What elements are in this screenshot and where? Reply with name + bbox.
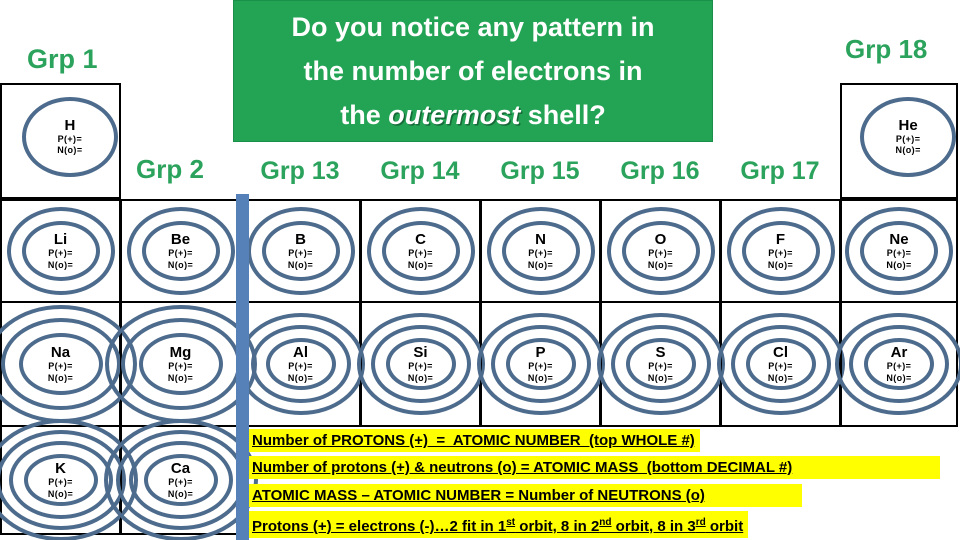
neutrons-label: N(o)= <box>47 259 74 270</box>
element-symbol-ar: Ar <box>890 344 908 361</box>
note4-sup-st: st <box>506 517 516 528</box>
note4-sup-rd: rd <box>695 517 706 528</box>
element-symbol-al: Al <box>293 344 308 361</box>
note-protons-atomic-number: Number of PROTONS (+) = ATOMIC NUMBER (top WHOLE #) <box>249 429 700 452</box>
neutrons-label: N(o)= <box>167 372 194 383</box>
element-cell-f <box>720 199 841 303</box>
question-line-3-pre: the <box>340 100 389 130</box>
group-label-14: Grp 14 <box>380 157 460 185</box>
element-cell-c <box>360 199 481 303</box>
protons-label: P(+)= <box>648 248 673 258</box>
atom-labels-o <box>616 231 706 271</box>
element-symbol-c: C <box>415 231 426 248</box>
note4-text-a: Protons (+) = electrons (-)…2 fit in 1 <box>252 518 507 535</box>
element-cell-al <box>240 301 361 427</box>
protons-label: P(+)= <box>528 248 553 258</box>
group-label-16: Grp 16 <box>620 157 700 185</box>
group-divider-bar <box>236 194 249 540</box>
element-symbol-n: N <box>535 231 546 248</box>
element-cell-cl <box>720 301 841 427</box>
atom-labels-ca <box>136 460 226 500</box>
question-line-2: the number of electrons in <box>303 56 643 86</box>
group-label-13: Grp 13 <box>260 157 340 185</box>
element-symbol-o: O <box>654 231 667 248</box>
element-symbol-ne: Ne <box>889 231 909 248</box>
note4-sup-nd: nd <box>599 517 612 528</box>
element-cell-ne <box>840 199 958 303</box>
protons-label: P(+)= <box>168 248 193 258</box>
element-cell-ar <box>840 301 958 427</box>
neutrons-label: N(o)= <box>167 259 194 270</box>
note-atomic-mass: Number of protons (+) & neutrons (o) = ATOMIC MASS (bottom DECIMAL #) <box>249 456 940 479</box>
neutrons-label: N(o)= <box>47 488 74 499</box>
question-box <box>233 0 713 142</box>
element-cell-o <box>600 199 721 303</box>
atom-labels-f <box>736 231 826 271</box>
neutrons-label: N(o)= <box>886 259 912 270</box>
question-outermost-emphasis: outermost <box>388 100 521 130</box>
protons-label: P(+)= <box>768 361 793 371</box>
protons-label: P(+)= <box>895 133 921 144</box>
element-cell-b <box>240 199 361 303</box>
element-cell-ca <box>120 425 241 535</box>
question-line-3-post: shell? <box>520 100 606 130</box>
protons-label: P(+)= <box>48 361 73 371</box>
question-line-3 <box>234 93 712 137</box>
element-cell-n <box>480 199 601 303</box>
protons-label: P(+)= <box>886 248 912 258</box>
protons-label: P(+)= <box>886 361 912 371</box>
atom-labels-ar <box>854 344 944 384</box>
atom-labels-s <box>616 344 706 384</box>
atom-labels-c <box>376 231 466 271</box>
atom-labels-al <box>256 344 346 384</box>
atom-labels-mg <box>136 344 226 384</box>
element-cell-s <box>600 301 721 427</box>
element-cell-li <box>0 199 121 303</box>
neutrons-label: N(o)= <box>287 372 314 383</box>
protons-label: P(+)= <box>528 361 553 371</box>
atom-labels-n <box>496 231 586 271</box>
protons-label: P(+)= <box>168 361 193 371</box>
atom-labels-si <box>376 344 466 384</box>
neutrons-label: N(o)= <box>57 145 83 156</box>
neutrons-label: N(o)= <box>647 372 674 383</box>
protons-label: P(+)= <box>48 477 73 487</box>
neutrons-label: N(o)= <box>647 259 674 270</box>
element-symbol-mg: Mg <box>169 344 192 361</box>
element-symbol-p: P <box>535 344 546 361</box>
element-cell-be <box>120 199 241 303</box>
atom-labels-p <box>496 344 586 384</box>
question-line-1: Do you notice any pattern in <box>291 12 655 42</box>
element-symbol-he: He <box>898 116 918 134</box>
atom-labels-na <box>16 344 106 384</box>
element-symbol-b: B <box>295 231 306 248</box>
element-cell-na <box>0 301 121 427</box>
neutrons-label: N(o)= <box>47 372 74 383</box>
element-cell-p <box>480 301 601 427</box>
protons-label: P(+)= <box>648 361 673 371</box>
element-cell-si <box>360 301 481 427</box>
protons-label: P(+)= <box>288 248 313 258</box>
atom-labels-he <box>863 117 953 157</box>
group-label-18: Grp 18 <box>845 34 928 64</box>
group-label-15: Grp 15 <box>500 157 580 185</box>
atom-labels-be <box>136 231 226 271</box>
element-symbol-cl: Cl <box>773 344 788 361</box>
protons-label: P(+)= <box>768 248 793 258</box>
element-symbol-si: Si <box>413 344 428 361</box>
protons-label: P(+)= <box>57 133 83 144</box>
protons-label: P(+)= <box>408 248 433 258</box>
element-symbol-s: S <box>655 344 666 361</box>
atom-labels-cl <box>736 344 826 384</box>
neutrons-label: N(o)= <box>287 259 314 270</box>
element-symbol-be: Be <box>170 231 191 248</box>
element-cell-he <box>840 83 958 199</box>
neutrons-label: N(o)= <box>767 259 794 270</box>
element-cell-mg <box>120 301 241 427</box>
group-label-1: Grp 1 <box>27 44 98 74</box>
note4-text-d: orbit <box>705 518 744 535</box>
atom-labels-b <box>256 231 346 271</box>
protons-label: P(+)= <box>168 477 193 487</box>
neutrons-label: N(o)= <box>407 259 434 270</box>
element-symbol-ca: Ca <box>170 460 191 477</box>
group-label-17: Grp 17 <box>740 157 820 185</box>
atom-labels-ne <box>854 231 944 271</box>
neutrons-label: N(o)= <box>407 372 434 383</box>
protons-label: P(+)= <box>48 248 73 258</box>
note4-text-b: orbit, 8 in 2 <box>515 518 600 535</box>
element-symbol-k: K <box>55 460 66 477</box>
neutrons-label: N(o)= <box>527 259 554 270</box>
element-symbol-li: Li <box>53 231 68 248</box>
atom-labels-li <box>16 231 106 271</box>
element-symbol-f: F <box>775 231 786 248</box>
neutrons-label: N(o)= <box>167 488 194 499</box>
protons-label: P(+)= <box>288 361 313 371</box>
atom-labels-k <box>16 460 106 500</box>
element-cell-h <box>0 83 121 199</box>
neutrons-label: N(o)= <box>767 372 794 383</box>
element-symbol-h: H <box>64 116 76 134</box>
note-electron-orbits <box>249 511 748 538</box>
note-neutrons-formula: ATOMIC MASS – ATOMIC NUMBER = Number of NEUTRONS (o) <box>249 484 802 507</box>
neutrons-label: N(o)= <box>886 372 912 383</box>
group-label-2: Grp 2 <box>136 154 204 184</box>
neutrons-label: N(o)= <box>527 372 554 383</box>
protons-label: P(+)= <box>408 361 433 371</box>
element-symbol-na: Na <box>50 344 71 361</box>
note4-text-c: orbit, 8 in 3 <box>611 518 696 535</box>
atom-labels-h <box>25 117 115 157</box>
neutrons-label: N(o)= <box>895 145 921 156</box>
